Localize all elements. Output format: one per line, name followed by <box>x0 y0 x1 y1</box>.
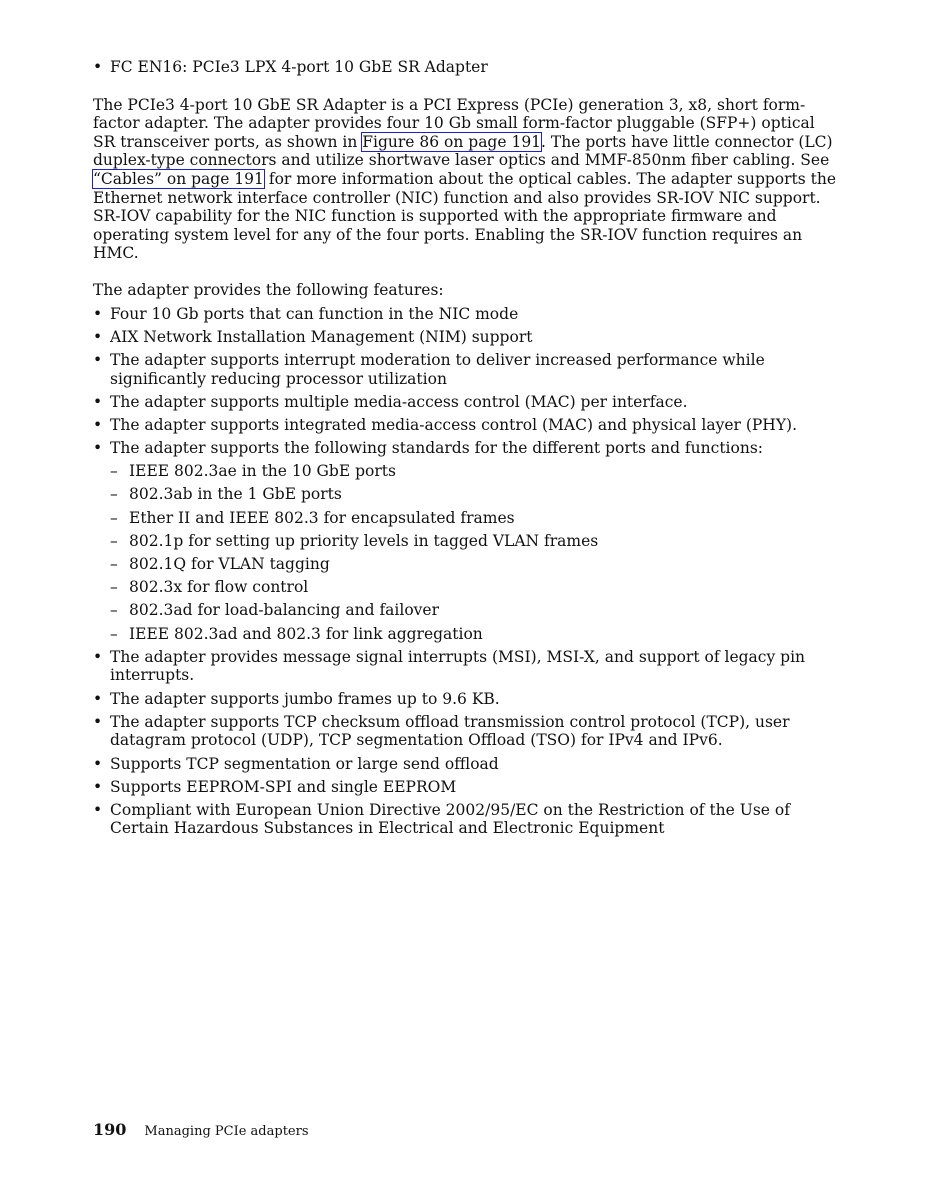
running-head: Managing PCIe adapters <box>144 1124 309 1139</box>
description-text-part3: for more information about the optical cables. The adapter supports the Ethernet network interface controller (NIC) function and also provides SR-IOV NIC support. SR-IOV capability for the NIC function is supported with the appropriate firmware and operating system level for any of the four ports. Enabling the SR-IOV function requires an HMC. <box>93 169 837 263</box>
feature-item <box>93 648 838 685</box>
standard-text: 802.3x for flow control <box>129 578 309 597</box>
standard-text: 802.3ad for load-balancing and failover <box>129 601 440 620</box>
feature-item <box>93 778 838 797</box>
feature-text: Compliant with European Union Directive 2002/95/EC on the Restriction of the Use of Certain Hazardous Substances in Electrical and Electronic Equipment <box>110 800 790 838</box>
adapter-feature-code-text: FC EN16: PCIe3 LPX 4-port 10 GbE SR Adapter <box>110 58 488 76</box>
feature-item <box>93 713 838 750</box>
document-body <box>93 58 838 843</box>
feature-item <box>93 351 838 388</box>
standard-item <box>93 578 838 597</box>
features-lead-text: The adapter provides the following features: <box>93 280 444 299</box>
feature-text: The adapter supports the following standards for the different ports and functions: <box>110 439 763 458</box>
feature-text: Supports EEPROM-SPI and single EEPROM <box>110 777 457 796</box>
feature-text: The adapter provides message signal interrupts (MSI), MSI-X, and support of legacy pin interrupts. <box>110 647 806 685</box>
feature-item <box>93 305 838 324</box>
standard-text: 802.1Q for VLAN tagging <box>129 555 330 573</box>
feature-item <box>93 690 838 709</box>
standard-text: Ether II and IEEE 802.3 for encapsulated frames <box>129 508 515 527</box>
feature-item <box>93 393 838 412</box>
feature-text: The adapter supports interrupt moderation to deliver increased performance while significantly reducing processor utilization <box>110 350 765 388</box>
cables-link[interactable]: “Cables” on page 191 <box>93 169 264 188</box>
feature-text: The adapter supports integrated media-access control (MAC) and physical layer (PHY). <box>110 415 798 434</box>
standard-item <box>93 462 838 481</box>
standard-item <box>93 555 838 574</box>
features-list <box>93 305 838 839</box>
figure-86-link[interactable]: Figure 86 on page 191 <box>362 132 542 151</box>
page-number: 190 <box>93 1120 127 1139</box>
standard-item <box>93 625 838 644</box>
feature-text: The adapter supports multiple media-access control (MAC) per interface. <box>110 392 688 411</box>
feature-item <box>93 439 838 458</box>
standard-text: IEEE 802.3ad and 802.3 for link aggregation <box>129 624 483 643</box>
standard-text: 802.3ab in the 1 GbE ports <box>129 485 342 504</box>
standard-item <box>93 601 838 620</box>
standard-item <box>93 509 838 528</box>
description-text-part1: The PCIe3 4-port 10 GbE SR Adapter is a PCI Express (PCIe) generation 3, x8, short form-factor adapter. The adapter provides four 10 Gb small form-factor pluggable (SFP+) optical SR transceiver ports, as shown in <box>93 95 815 151</box>
feature-text: AIX Network Installation Management (NIM) support <box>110 327 533 346</box>
standard-text: IEEE 802.3ae in the 10 GbE ports <box>129 462 396 481</box>
adapter-description-paragraph <box>93 96 838 263</box>
feature-item <box>93 801 838 838</box>
feature-text: The adapter supports TCP checksum offload transmission control protocol (TCP), user datagram protocol (UDP), TCP segmentation Offload (TSO) for IPv4 and IPv6. <box>110 712 790 750</box>
feature-item <box>93 416 838 435</box>
feature-text: Supports TCP segmentation or large send offload <box>110 754 499 773</box>
description-text-part2: . The ports have little connector (LC) duplex-type connectors and utilize shortwave laser optics and MMF-850nm fiber cabling. See <box>93 132 833 170</box>
page-footer <box>93 1120 309 1139</box>
standard-item <box>93 485 838 504</box>
standard-item <box>93 532 838 551</box>
feature-item <box>93 755 838 774</box>
adapter-feature-code-item <box>93 58 838 77</box>
feature-text: The adapter supports jumbo frames up to 9.6 KB. <box>110 689 500 708</box>
feature-item <box>93 328 838 347</box>
standard-text: 802.1p for setting up priority levels in tagged VLAN frames <box>129 531 599 550</box>
standards-sublist <box>93 462 838 643</box>
feature-text: Four 10 Gb ports that can function in the NIC mode <box>110 304 519 323</box>
